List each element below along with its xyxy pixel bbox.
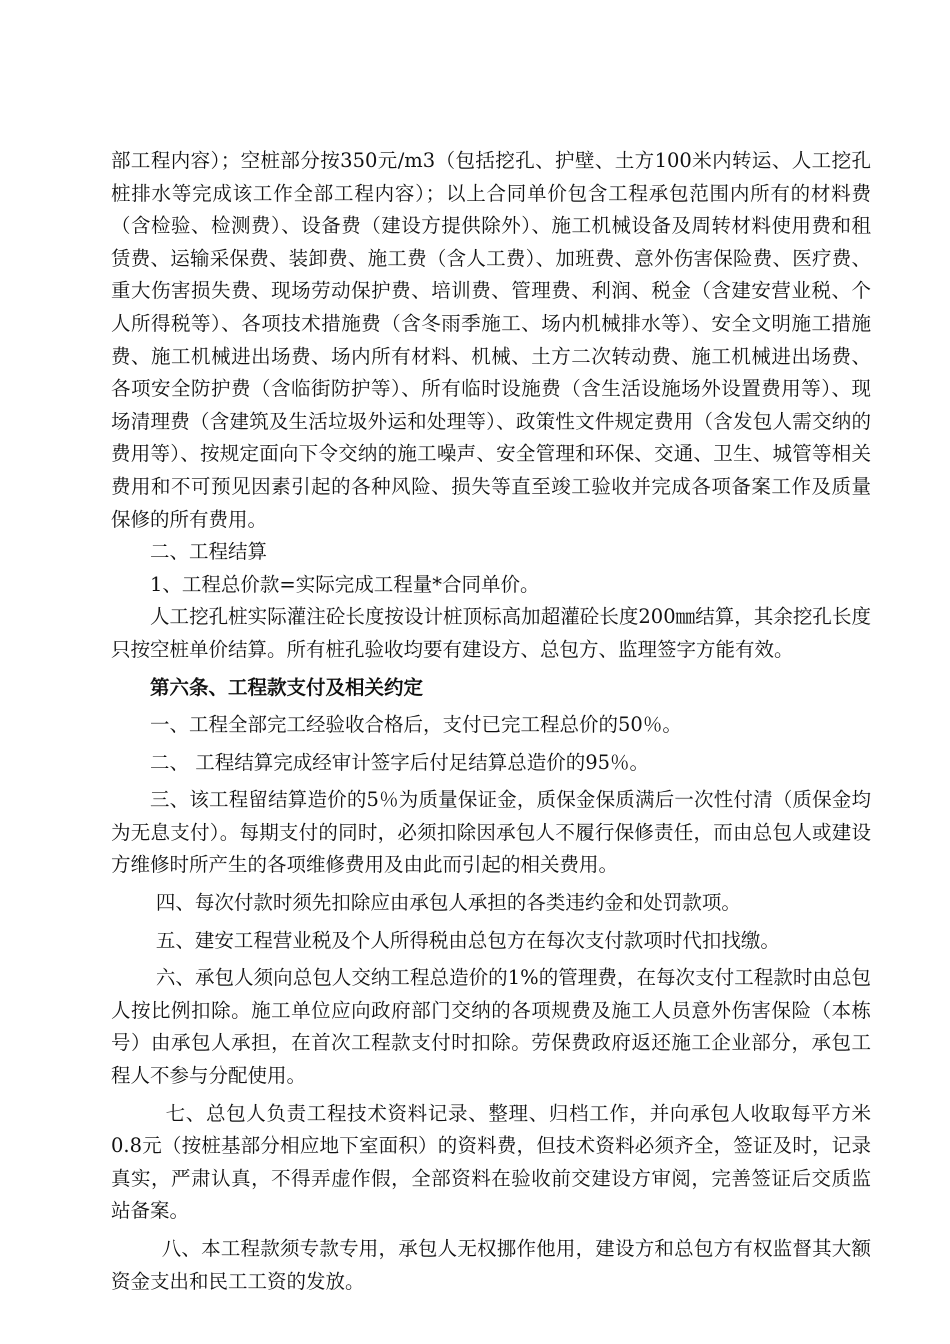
paragraph-payment-1: 一、工程全部完工经验收合格后，支付已完工程总价的50％。 (150, 713, 682, 737)
document-body (111, 145, 871, 1298)
paragraph-payment-4: 四、每次付款时须先扣除应由承包人承担的各类违约金和处罚款项。 (155, 891, 741, 915)
section-heading-settlement: 二、工程结算 (150, 540, 268, 564)
article-heading-payment: 第六条、工程款支付及相关约定 (150, 675, 424, 699)
paragraph-total-price: 1、工程总价款=实际完成工程量*合同单价。 (150, 572, 540, 596)
paragraph-payment-3: 三、该工程留结算造价的5％为质量保证金，质保金保质满后一次性付清（质保金均为无息支付）。每期支付的同时，必须扣除因承包人不履行保修责任，而由总包人或建设方维修时所产生的各项维修费用及由此而引起的相关费用。 (111, 788, 871, 877)
paragraph-payment-8: 八、本工程款须专款专用，承包人无权挪作他用，建设方和总包方有权监督其大额资金支出和民工工资的发放。 (111, 1237, 871, 1293)
paragraph-fee-scope: 部工程内容）；空桩部分按350元/m3（包括挖孔、护壁、土方100米内转运、人工挖孔桩排水等完成该工作全部工程内容）；以上合同单价包含工程承包范围内所有的材料费（含检验、检测费）、设备费（建设方提供除外）、施工机械设备及周转材料使用费和租赁费、运输采保费、装卸费、施工费（含人工费）、加班费、意外伤害保险费、医疗费、重大伤害损失费、现场劳动保护费、培训费、管理费、利润、税金（含建安营业税、个人所得税等）、各项技术措施费（含冬雨季施工、场内机械排水等）、安全文明施工措施费、施工机械进出场费、场内所有材料、机械、土方二次转动费、施工机械进出场费、各项安全防护费（含临街防护等）、所有临时设施费（含生活设施场外设置费用等）、现场清理费（含建筑及生活垃圾外运和处理等）、政策性文件规定费用（含发包人需交纳的费用等）、按规定面向下令交纳的施工噪声、安全管理和环保、交通、卫生、城管等相关费用和不可预见因素引起的各种风险、损失等直至竣工验收并完成各项备案工作及质量保修的所有费用。 (111, 149, 871, 531)
paragraph-payment-5: 五、建安工程营业税及个人所得税由总包方在每次支付款项时代扣找缴。 (155, 928, 780, 952)
paragraph-pile-settlement: 人工挖孔桩实际灌注砼长度按设计桩顶标高加超灌砼长度200㎜结算，其余挖孔长度只按空桩单价结算。所有桩孔验收均要有建设方、总包方、监理签字方能有效。 (111, 605, 871, 661)
paragraph-payment-7: 七、总包人负责工程技术资料记录、整理、归档工作，并向承包人收取每平方米0.8元（按桩基部分相应地下室面积）的资料费，但技术资料必须齐全，签证及时，记录真实，严肃认真，不得弄虚作假，全部资料在验收前交建设方审阅，完善签证后交质监站备案。 (111, 1101, 871, 1223)
paragraph-payment-2: 二、 工程结算完成经审计签字后付足结算总造价的95％。 (150, 750, 650, 774)
paragraph-payment-6: 六、承包人须向总包人交纳工程总造价的1%的管理费，在每次支付工程款时由总包人按比例扣除。施工单位应向政府部门交纳的各项规费及施工人员意外伤害保险（本栋号）由承包人承担，在首次工程款支付时扣除。劳保费政府返还施工企业部分，承包工程人不参与分配使用。 (111, 966, 871, 1088)
